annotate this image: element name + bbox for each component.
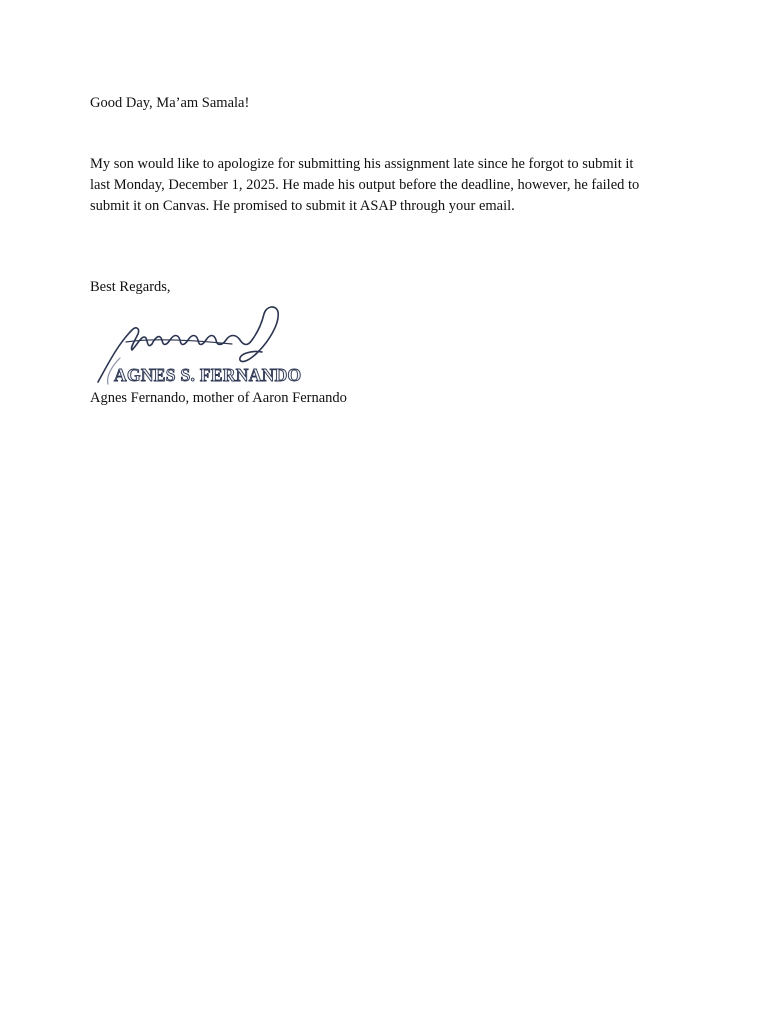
letter-closing: Best Regards, — [90, 279, 171, 295]
letter-greeting: Good Day, Ma’am Samala! — [90, 95, 250, 111]
handwritten-signature — [92, 304, 316, 386]
letter-body-line: submit it on Canvas. He promised to submit it ASAP through your email. — [90, 198, 515, 214]
letter-signoff: Agnes Fernando, mother of Aaron Fernando — [90, 390, 347, 406]
letter-body — [90, 154, 639, 217]
signature-image — [92, 304, 316, 386]
signature-printed-name: AGNES S. FERNANDO — [114, 365, 302, 385]
letter-body-line: My son would like to apologize for submitting his assignment late since he forgot to submit it — [90, 156, 634, 172]
letter-body-line: last Monday, December 1, 2025. He made his output before the deadline, however, he failed to — [90, 177, 640, 193]
